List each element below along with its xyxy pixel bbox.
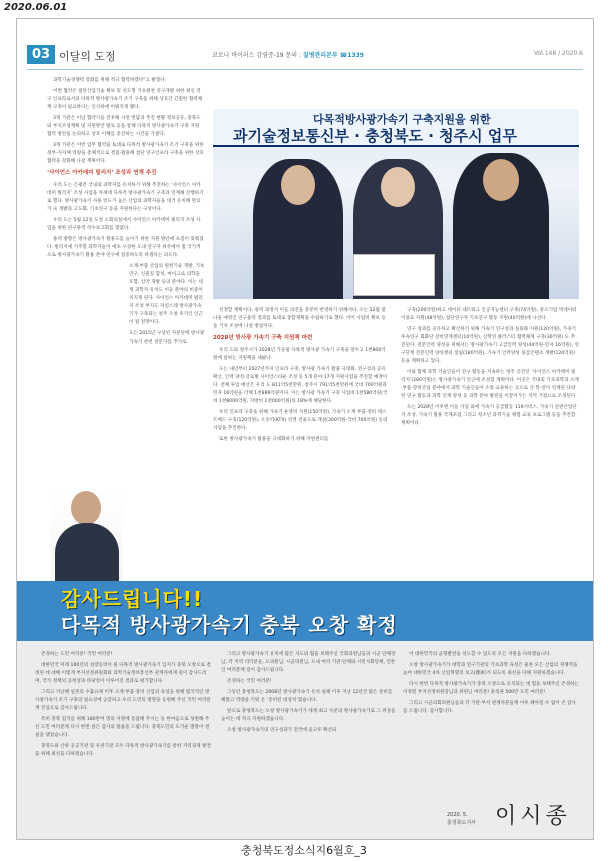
covid-notice-prefix: 코로나 바이러스 감염증-19 문의 : [212, 52, 303, 59]
letter-para: 대한민국 미래 100년의 성장동력이 될 다목적 방사광가속기 입지가 충북 오창으로 결정된 데 대해 이렇게 부지선정위원회와 과학기술정보통신부 관계자에게 깊이 감사드리며, 국가 정책의 공정성과 타당성이 이루어진 결과로 평가합니다. [35, 663, 211, 685]
col1-para: 용역 방향은 방사광가속기 활용도를 높이기 위한 지원 방안에 초점이 맞춰졌다. 빌리지에 거주할 과학자들이 애초 구상한 도내 연구자 위주에서 범 국가적으로 방사광가속기 활용 분야 연구에 집중하도록 하겠다는 의도다. [47, 237, 204, 259]
section-title: 이달의 도정 [59, 50, 116, 63]
col1-para: 소재·부품 산업의 원천기술 개발, 기초연구, 신물질 합성, 마이크로 의학을 포함, 신약 개발 등의 분야다. 이는 세계 과학자 유치도 이들 분야의 비중이 커지게 된다. 사이언스 아카데미 빌리지 조성 부지도 자연스레 방사광가속기가 구축되는 청주 오창 후기인 인근이 될 전망이다. [129, 264, 205, 326]
letter-para: 충북도와 산하 공공기관 및 유관기관 모두 다목적 방사광가속기를 통한 지역경제 발전을 위해 최선을 다하겠습니다. [35, 744, 211, 758]
letter-para: 그동안 충청북도는 2008년 방사광가속기 유치 실패 이후 지난 12년간 많은 준비를 해왔고 역량을 키워 온 ‘준비된 대상지’였습니다. [221, 690, 393, 704]
photo-head-left [281, 165, 315, 205]
signature-block [447, 811, 476, 827]
letter-para: 다시 한번 다목적 방사광가속기가 충북 오창으로 유치되는 데 힘을 보태주신 존경하는 이정렬 부지선정위원장님과 위원님 여러분! 충청권 500만 도민 여러분! [403, 682, 579, 696]
letter-para: 앞으로 충청북도는 오창 방사광가속기가 세계 최고 수준의 방사광가속기로 그 위상을 높이는 데 적극 지원하겠습니다. [221, 709, 396, 723]
page-footer: 충청북도정소식지6월호_3 [241, 844, 367, 857]
portrait-suit [55, 523, 119, 585]
col1-para: 3개 기관은 이날 협약식을 전후해 사전 면담과 추진 현황 정보공유, 충북도와 부지조성계획 및 지원방안 발표 등을 통해 다목적 방사광가속기 구축 지원 협력 방안을 논의하고 상호 이해를 증진하는 시간을 가졌다. [47, 116, 201, 138]
banner-line-2: 과기술정보통신부 · 충청북도 · 청주시 업무 [233, 127, 517, 145]
volume-label: Vol.148 / 2020.6 [533, 50, 583, 57]
col3-para: 연구 성과를 공유하고 확산하기 위해 가속기 연구성과 실용화 지원(120억원), 가속기 후속연구 회화단 장비연계센터(10억원), 산학연 클러스터 협력체계 구축(30억원) 도 추진된다. 전문인력 양성을 위해서는 방사광가속기 고급인력 양성(44억원-민자 16억원), 연구단계 전문인력 양성센터 설립(180억원), 가속기 인력양성 실감콘텐츠 개발(120억원) 등을 계획하고 있다. [401, 327, 579, 365]
portrait-head [71, 491, 101, 525]
col1-subheading: ‘사이언스 아카데미 빌리지’ 조성과 연계 추진 [47, 170, 157, 177]
letter-para: 그리고 시군의회의원님들과 각 기관·부서 관계자분들께 이루 헤아릴 수 없이 큰 감사를 드립니다. 감사합니다. [403, 701, 576, 715]
col1-para: 우리 도는 5월 12일 도청 소회의실에서 사이언스 아카데미 빌리지 조성 사업을 위한 연구용역 착수보고회를 열었다. [47, 218, 201, 232]
col2-para: 또한 방사광가속기 활용을 극대화하기 위해 지원센터를 [219, 437, 329, 443]
col2-para: 우리 도와 청주시가 2028년 가동될 다목적 방사광 가속기 구축을 앞두고 1천800억원에 달하는 지원책을 내놨다. [213, 347, 386, 361]
col2-subheading: 2028년 방사광 가속기 구축 지원책 마련 [213, 335, 313, 342]
letter-para: 그리고 지난해 일본의 수출규제 이후 소재·부품·장비 산업의 육성을 위해 범국적인 방사광가속기 조기 구축의 필요성에 공감하고 우리 도민의 열망을 응원해 주신 국민 여러분께 진심으로 감사드립니다. [35, 690, 211, 712]
letter-para: 존경하는 국민 여러분! [227, 679, 272, 685]
signature-date: 2020. 5. [447, 812, 468, 818]
page-header [27, 45, 583, 67]
covid-notice-contact: 질병관리본부 ☎1339 [302, 52, 364, 59]
letter-para: 특히 충북 엄지를 위해 180만여 명의 서명에 동참해 주시는 등 한마음으로 성원해 주신 도민 여러분께 다시 한번 깊은 감사의 말씀을 드립니다. 충북도민의 뜨거운 열망이 결실을 맺었습니다. [35, 717, 210, 739]
article-column-2 [213, 307, 389, 447]
governor-signature: 이시종 [495, 804, 571, 829]
letter-para: 존경하는 도민 여러분! 국민 여러분! [41, 652, 113, 657]
section-number: 03 [27, 45, 55, 64]
thank-you-heading: 감사드립니다!! [61, 587, 204, 611]
signature-title: 충청북도지사 [447, 820, 476, 826]
letter-para: 오창 방사광가속기의 연구성과가 전국에 골고루 확산되 [227, 728, 337, 734]
col2-para: 우리 인프라 구축을 위해 가속기 운영비 지원(150억원), 가속기 소재·부품·장비 테스트베드 구축(120억원), 오송역(KTX) 연결 전용도로 개설(300억원-국비 700억원) 등의 사업을 추진한다. [213, 409, 388, 431]
header-divider [27, 69, 583, 70]
article-column-1 [47, 77, 205, 350]
thank-you-banner [17, 581, 593, 641]
col3-para: 구축(200억원)하고 데이터 네트워크 인공지능센터 구축(74억원), 중소기업 빅데이터 이용료 지원(48억원), 첨단연구자 기초연구 활동 지원(40억원)에 나선다. [401, 308, 577, 322]
thank-you-subheading: 다목적 방사광가속기 충북 오창 확정 [61, 613, 398, 637]
ceremony-backdrop-banner [213, 109, 579, 147]
col1-para: 우리 도는 은평폰 국내외 과학자를 유치하기 위해 추진하는 ‘사이언스 아카데미 빌리지’ 조성 사업을 차세대 다목적 방사광가속기 구축과 연계해 진행하기로 했다. 방사광가속기 사용 빈도가 높은 산업의 과학자들을 대거 유치해 완료가 숙 개발과 고도화, 기초연구 등을 지원한다는 구상이다. [47, 182, 204, 213]
newsletter-page [16, 18, 594, 840]
covid-notice [212, 50, 364, 59]
issue-date: 2020.06.01 [4, 2, 68, 13]
banner-line-1: 다목적방사광가속기 구축지원을 위한 [313, 113, 491, 126]
photo-head-center [381, 167, 415, 207]
letter-para: 어 대한민국의 균형발전을 선도할 수 있도록 모든 지원을 다하겠습니다. [409, 652, 551, 657]
col2-para: 도는 내년부터 2027년까지 인프라 구축, 방사광 가속기 활용 극대화, 연구성과 공유 확산, 인력 양성·글로벌 사이언스타운 조성 등 5개 분야 17개 지원사업을 추진할 예정이다. 전체 투입 예산은 우리 도 811억5천만원, 청주시 791억5천만원에 국비 700억원과 민자 16억원을 더해 1천889억원이다. 이는 방사광 가속기 구축 사업비 1천580억원(국비 1천8000억원, 지방비 1천000억원)의 18%에 해당한다. [213, 366, 388, 404]
letter-para: 오창 방사광가속기가 대학과 연구기관의 기초과학 육성은 물론 모든 산업의 경쟁력을 높여 대한민국 4차 산업혁명의 보고(寶庫)가 되도록 최선을 다해 지원하겠습니다. [403, 663, 578, 677]
col1-para: 과학기술경쟁력 강화를 위해 적극 협력하겠다”고 밝혔다. [53, 78, 167, 83]
col1-para: 이번 협약은 첨단산업기술 확보 및 선도형 기초원천 연구개발 위한 최신 연구 인프라로서의 다목적 방사광가속기 조기 구축을 위해 상호간 긴밀한 협력체계 구축이 필요하다는 인식하에 이뤄지게 됐다. [47, 89, 203, 111]
signed-agreement-document [353, 254, 435, 296]
letter-column-3 [403, 651, 579, 719]
governor-letter [17, 641, 593, 839]
col3-para: 이와 함께 과학 기술인들이 연구 활동을 지속하는 청주 공간인 ‘사이언스 아카데미 빌리지’(280억원)는 방사광가속기 인근에 조성할 계획이다. 이곳은 국내외 기초과학과 소재·부품·장비산업 분야에서 과학 기술인들이 소통·교류하는 곳으로 산·학·연이 연계된 다양한 연구 활동과 과학 인재 양성 등 과학 분야 발전을 이끌어가는 지역 거점으로 조성된다. [401, 370, 579, 400]
col1-para: 3개 기관은 이번 업무 협약을 토대로 다목적 방사광가속기 조기 구축을 위한 정부-지자체 역량을 총체적으로 결집·활용해 첨단 연구인프라 구축을 위한 상호 협력을 강화해 나갈 계획이다. [47, 143, 204, 165]
col2-para: 선정할 계획이다. 용역 과정서 이들 의견을 충분히 반영하기 위해서다. 오는 12월 말 나올 예정인 연구용역 결과를 토대로 종합계획을 수립하기로 했다. 이어 사업비 확보 등을 거쳐 조성에 나설 방침이다. [213, 308, 386, 330]
letter-column-2 [221, 651, 397, 738]
signing-ceremony-photo [213, 109, 579, 299]
letter-para: 그리고 방사광가속기 유치에 많은 지도와 협을 보태주신 국회의원님들과 시군 단체장님, 각 지역 리더분들, 도의원님, 시군의원님, 도내 여러 기관·단체와 시민사회단체, 언론인 여러분께 깊이 감사드립니다. [221, 652, 396, 674]
photo-head-right [483, 159, 519, 201]
col3-para: 도는 2028년 이후엔 이들 사업 외에 가속기 응급활동 119서비스, 가속기 연관산업단지 조성, 가속기 활용 국제포럼 그리고 청소년 과학기술 체험·교육 프로그램 등을 추진할 계획이다. [401, 405, 577, 427]
governor-portrait [51, 489, 123, 585]
article-column-3 [401, 307, 579, 431]
col1-para: 도는 2015년 구상된 자문단에 방사광가속기 관련 전문가를 추가로 [129, 331, 205, 345]
letter-column-1 [35, 651, 211, 762]
